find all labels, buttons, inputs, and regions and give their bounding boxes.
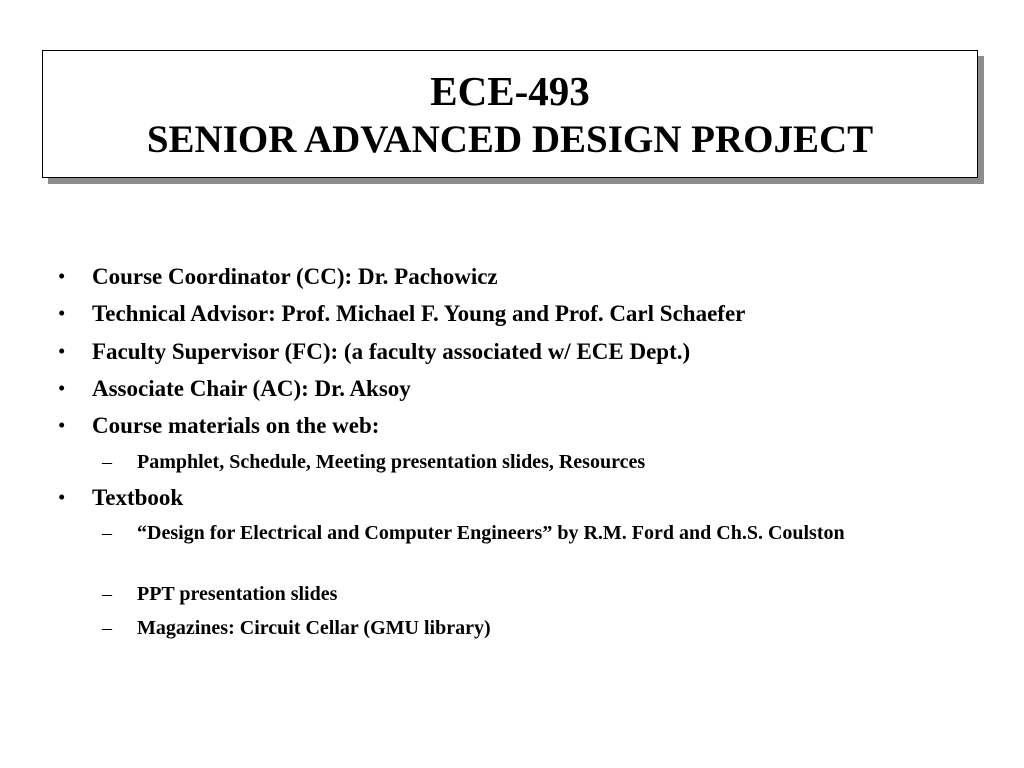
course-number-title: ECE-493 (430, 68, 590, 114)
bullet-marker: • (58, 264, 66, 288)
sub-item-text: Magazines: Circuit Cellar (GMU library) (137, 617, 491, 639)
bullet-marker: • (58, 301, 66, 325)
sub-item-text: “Design for Electrical and Computer Engineers” by R.M. Ford and Ch.S. Coulston (137, 522, 845, 544)
dash-marker: – (102, 451, 112, 473)
bullet-marker: • (58, 339, 66, 363)
sub-item-text: PPT presentation slides (137, 583, 338, 605)
bullet-text: Associate Chair (AC): Dr. Aksoy (92, 376, 411, 401)
bullet-text: Course materials on the web: (92, 413, 380, 438)
dash-marker: – (102, 583, 112, 605)
bullet-text: Technical Advisor: Prof. Michael F. Young and Prof. Carl Schaefer (92, 301, 746, 326)
dash-marker: – (102, 522, 112, 544)
bullet-text: Course Coordinator (CC): Dr. Pachowicz (92, 264, 498, 289)
bullet-marker: • (58, 485, 66, 509)
bullet-text: Textbook (92, 485, 184, 510)
bullet-marker: • (58, 413, 66, 437)
bullet-marker: • (58, 376, 66, 400)
course-name-title: SENIOR ADVANCED DESIGN PROJECT (146, 118, 874, 161)
bullet-text: Faculty Supervisor (FC): (a faculty associated w/ ECE Dept.) (92, 339, 691, 364)
sub-item-text: Pamphlet, Schedule, Meeting presentation slides, Resources (137, 451, 646, 473)
dash-marker: – (102, 617, 112, 639)
